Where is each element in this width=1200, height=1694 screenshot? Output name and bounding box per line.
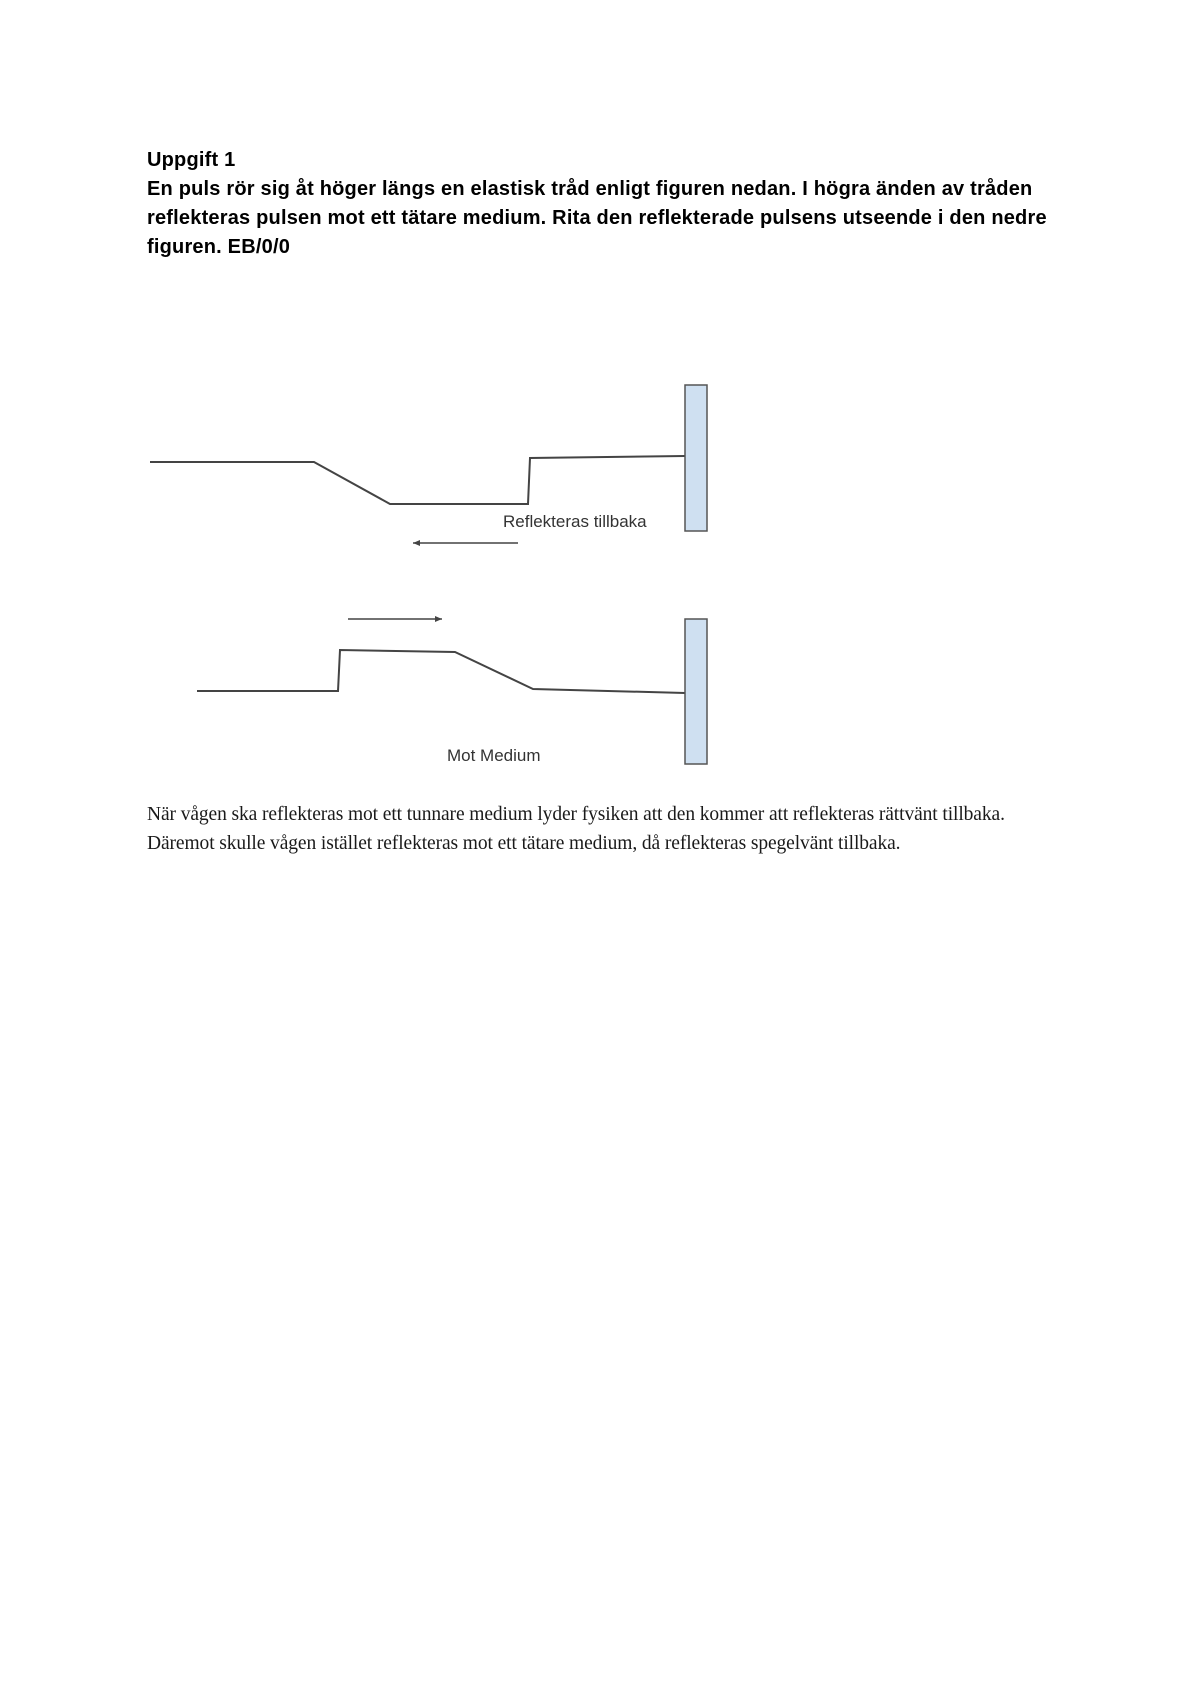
top-wall (685, 385, 707, 531)
bottom-wall (685, 619, 707, 764)
task-question: En puls rör sig åt höger längs en elastisk tråd enligt figuren nedan. I högra änden av tråden reflekteras pulsen mot ett tätare medium. Rita den reflekterade pulsens utseende i den nedre figuren. EB/0/0 (147, 178, 1047, 258)
task-title: Uppgift 1 (147, 149, 236, 171)
answer-paragraph: När vågen ska reflekteras mot ett tunnare medium lyder fysiken att den kommer att reflekteras rättvänt tillbaka. Däremot skulle vågen istället reflekteras mot ett tätare medium, då reflekteras spegelvänt tillbaka. (147, 804, 1005, 854)
pulse-figure (0, 0, 1200, 800)
top-label: Reflekteras tillbaka (503, 512, 647, 531)
bottom-label: Mot Medium (447, 746, 541, 765)
bottom-diagram (197, 619, 707, 765)
top-diagram (150, 385, 707, 543)
top-string (150, 456, 685, 504)
bottom-string (197, 650, 685, 693)
